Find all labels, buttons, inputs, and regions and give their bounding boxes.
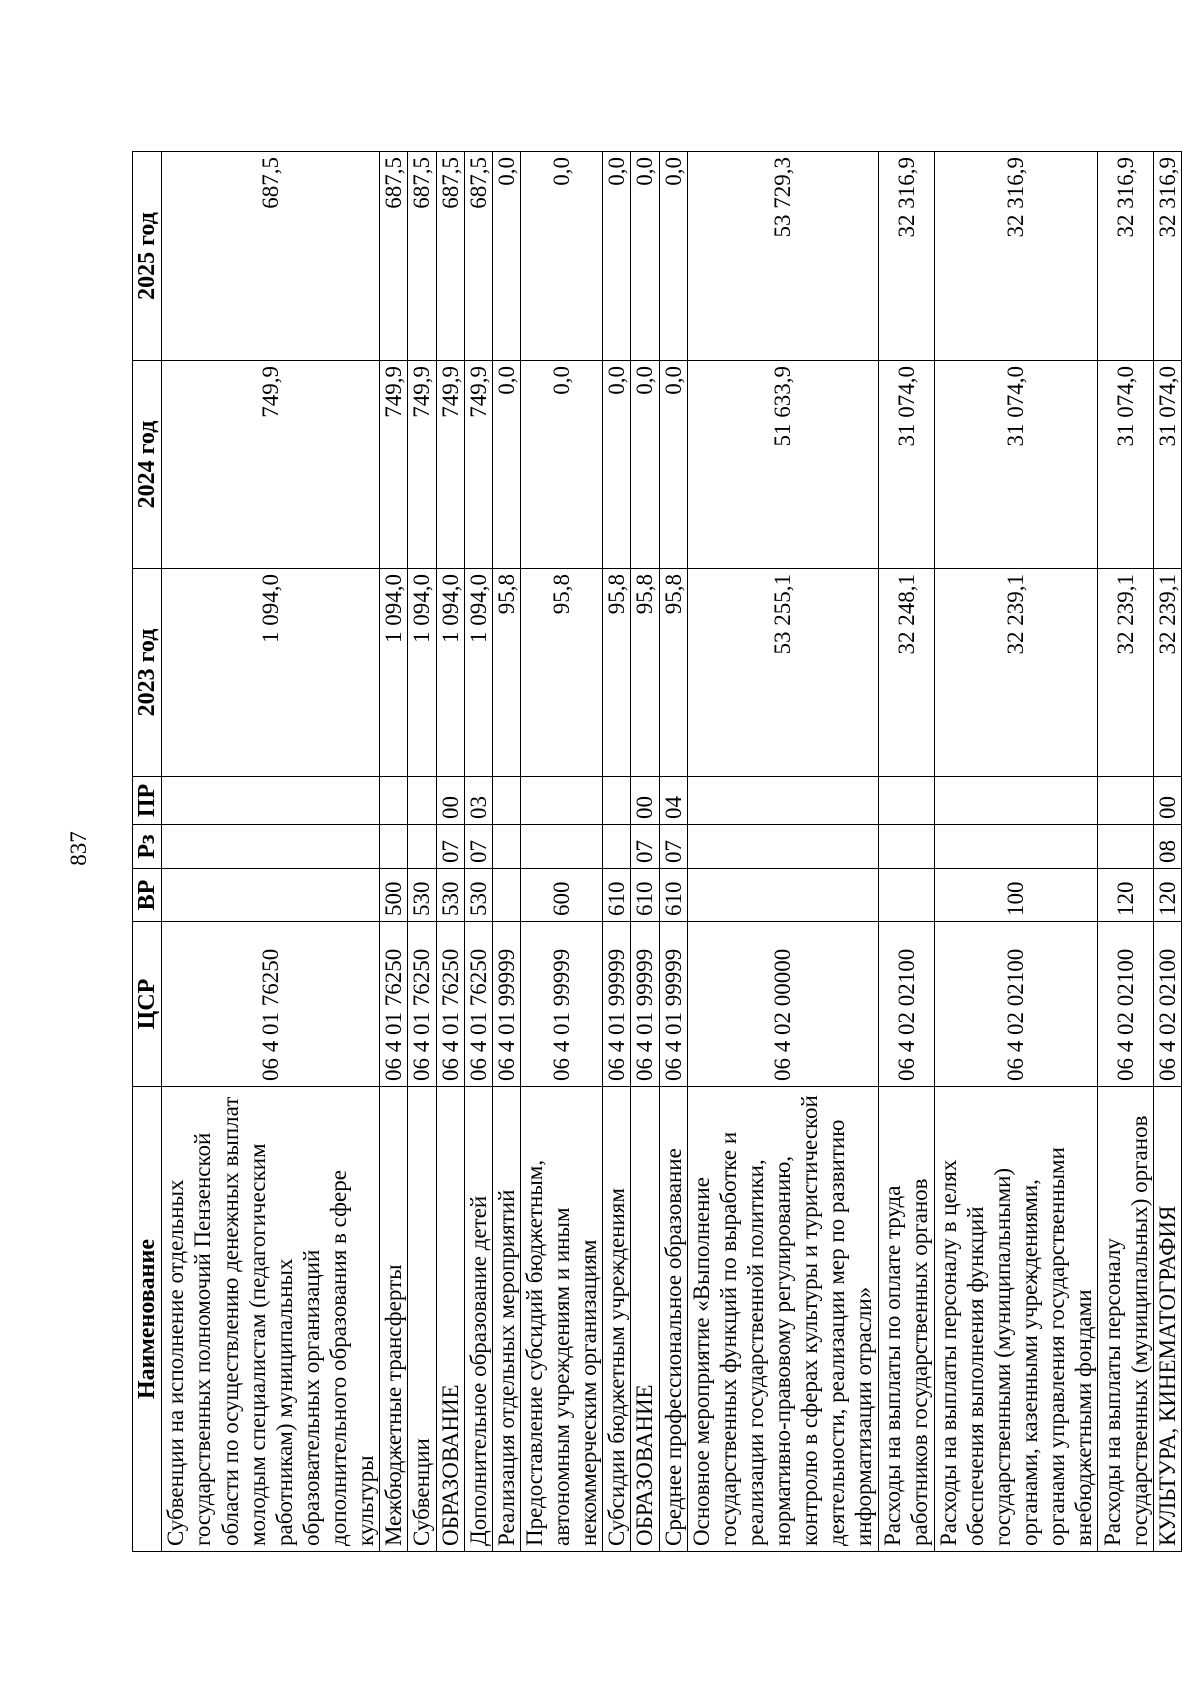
row-value-2023: 53 255,1 [687, 569, 878, 777]
row-pr [408, 777, 436, 825]
table-header-row [133, 152, 162, 1552]
header-rz: Рз [133, 825, 162, 869]
table-row [408, 152, 436, 1552]
row-value-2023: 1 094,0 [408, 569, 436, 777]
row-csr: 06 4 01 99999 [520, 922, 602, 1087]
row-vr: 610 [659, 869, 687, 922]
header-2025: 2025 год [133, 152, 162, 361]
row-vr: 530 [436, 869, 464, 922]
table-row [687, 152, 878, 1552]
row-value-2025: 687,5 [162, 152, 380, 361]
table-row [380, 152, 408, 1552]
row-vr: 600 [520, 869, 602, 922]
row-name: Межбюджетные трансферты [380, 1087, 408, 1552]
row-pr: 00 [436, 777, 464, 825]
row-value-2024: 51 633,9 [687, 361, 878, 569]
row-csr: 06 4 01 99999 [492, 922, 520, 1087]
row-vr: 100 [934, 869, 1098, 922]
row-vr [687, 869, 878, 922]
header-2023: 2023 год [133, 569, 162, 777]
table-row [520, 152, 602, 1552]
row-name: ОБРАЗОВАНИЕ [631, 1087, 659, 1552]
row-pr [380, 777, 408, 825]
row-pr [162, 777, 380, 825]
header-name: Наименование [133, 1087, 162, 1552]
row-name: Предоставление субсидий бюджетным, автономным учреждениям и иным некоммерческим организациям [520, 1087, 602, 1552]
table-row [436, 152, 464, 1552]
row-csr: 06 4 01 76250 [380, 922, 408, 1087]
row-vr: 120 [1098, 869, 1154, 922]
row-csr: 06 4 01 76250 [464, 922, 492, 1087]
row-vr [878, 869, 934, 922]
row-name: Реализация отдельных мероприятий [492, 1087, 520, 1552]
row-rz: 07 [464, 825, 492, 869]
row-pr: 00 [1154, 777, 1182, 825]
row-csr: 06 4 02 02100 [878, 922, 934, 1087]
row-name: Основное мероприятие «Выполнение государственных функций по выработке и реализации государственной политики, нормативно-правовому регулированию, контролю в сферах культуры и туристической деятельности, реализации мер по развитию информатизации отрасли» [687, 1087, 878, 1552]
row-value-2024: 31 074,0 [1098, 361, 1154, 569]
table-row [1098, 152, 1154, 1552]
row-csr: 06 4 01 99999 [659, 922, 687, 1087]
row-rz [1098, 825, 1154, 869]
row-name: Субсидии бюджетным учреждениям [603, 1087, 631, 1552]
row-value-2023: 1 094,0 [380, 569, 408, 777]
row-value-2025: 687,5 [436, 152, 464, 361]
row-value-2025: 687,5 [408, 152, 436, 361]
row-vr: 530 [464, 869, 492, 922]
row-value-2023: 32 248,1 [878, 569, 934, 777]
row-name: Расходы на выплаты персоналу в целях обеспечения выполнения функций государственными (муниципальными) органами, казенными учреждениями, органами управления государственными внебюджетными фондами [934, 1087, 1098, 1552]
row-rz: 07 [631, 825, 659, 869]
row-value-2025: 32 316,9 [1098, 152, 1154, 361]
table-row [603, 152, 631, 1552]
row-pr [492, 777, 520, 825]
row-csr: 06 4 01 99999 [603, 922, 631, 1087]
row-value-2023: 95,8 [631, 569, 659, 777]
row-value-2024: 749,9 [162, 361, 380, 569]
row-vr: 610 [631, 869, 659, 922]
row-value-2025: 32 316,9 [1154, 152, 1182, 361]
row-name: Дополнительное образование детей [464, 1087, 492, 1552]
row-csr: 06 4 01 99999 [631, 922, 659, 1087]
page-number: 837 [66, 831, 91, 866]
row-pr [687, 777, 878, 825]
row-value-2024: 0,0 [659, 361, 687, 569]
row-value-2023: 1 094,0 [162, 569, 380, 777]
row-rz [687, 825, 878, 869]
row-value-2023: 1 094,0 [464, 569, 492, 777]
row-value-2025: 32 316,9 [878, 152, 934, 361]
row-value-2025: 687,5 [464, 152, 492, 361]
row-pr: 03 [464, 777, 492, 825]
row-value-2025: 0,0 [659, 152, 687, 361]
row-value-2023: 95,8 [520, 569, 602, 777]
row-value-2025: 687,5 [380, 152, 408, 361]
header-csr: ЦСР [133, 922, 162, 1087]
row-rz [878, 825, 934, 869]
row-vr [492, 869, 520, 922]
row-name: Среднее профессиональное образование [659, 1087, 687, 1552]
row-value-2024: 0,0 [603, 361, 631, 569]
row-pr: 00 [631, 777, 659, 825]
row-value-2025: 53 729,3 [687, 152, 878, 361]
row-name: Расходы на выплаты по оплате труда работников государственных органов [878, 1087, 934, 1552]
row-rz [520, 825, 602, 869]
table-row [162, 152, 380, 1552]
row-value-2023: 32 239,1 [1098, 569, 1154, 777]
row-pr: 04 [659, 777, 687, 825]
row-vr: 500 [380, 869, 408, 922]
row-value-2024: 31 074,0 [1154, 361, 1182, 569]
row-csr: 06 4 01 76250 [162, 922, 380, 1087]
row-csr: 06 4 02 02100 [934, 922, 1098, 1087]
table-row [492, 152, 520, 1552]
table-row [878, 152, 934, 1552]
row-name: КУЛЬТУРА, КИНЕМАТОГРАФИЯ [1154, 1087, 1182, 1552]
row-pr [1098, 777, 1154, 825]
row-pr [520, 777, 602, 825]
row-pr [603, 777, 631, 825]
row-csr: 06 4 02 02100 [1098, 922, 1154, 1087]
row-name: Субвенции на исполнение отдельных государственных полномочий Пензенской области по осуществлению денежных выплат молодым специалистам (педагогическим работникам) муниципальных образовательных организаций дополнительного образования в сфере культуры [162, 1087, 380, 1552]
row-value-2024: 749,9 [380, 361, 408, 569]
header-2024: 2024 год [133, 361, 162, 569]
row-value-2024: 31 074,0 [878, 361, 934, 569]
row-value-2023: 95,8 [659, 569, 687, 777]
row-value-2024: 31 074,0 [934, 361, 1098, 569]
row-value-2025: 0,0 [492, 152, 520, 361]
table-row [464, 152, 492, 1552]
row-pr [878, 777, 934, 825]
table-row [1154, 152, 1182, 1552]
row-csr: 06 4 02 00000 [687, 922, 878, 1087]
budget-table [132, 151, 1182, 1552]
row-value-2025: 0,0 [631, 152, 659, 361]
row-vr: 120 [1154, 869, 1182, 922]
row-rz: 07 [436, 825, 464, 869]
row-rz: 08 [1154, 825, 1182, 869]
row-csr: 06 4 01 76250 [408, 922, 436, 1087]
row-value-2023: 32 239,1 [1154, 569, 1182, 777]
row-csr: 06 4 02 02100 [1154, 922, 1182, 1087]
row-value-2025: 0,0 [603, 152, 631, 361]
row-rz [603, 825, 631, 869]
row-vr: 530 [408, 869, 436, 922]
row-value-2024: 0,0 [631, 361, 659, 569]
row-value-2024: 0,0 [520, 361, 602, 569]
header-pr: ПР [133, 777, 162, 825]
row-value-2023: 95,8 [492, 569, 520, 777]
row-name: Расходы на выплаты персоналу государственных (муниципальных) органов [1098, 1087, 1154, 1552]
table-row [934, 152, 1098, 1552]
row-value-2023: 1 094,0 [436, 569, 464, 777]
row-rz [934, 825, 1098, 869]
row-value-2023: 32 239,1 [934, 569, 1098, 777]
table-row [631, 152, 659, 1552]
row-value-2023: 95,8 [603, 569, 631, 777]
row-vr: 610 [603, 869, 631, 922]
row-rz [380, 825, 408, 869]
row-value-2024: 749,9 [436, 361, 464, 569]
row-value-2024: 749,9 [408, 361, 436, 569]
row-rz [408, 825, 436, 869]
row-rz [492, 825, 520, 869]
row-csr: 06 4 01 76250 [436, 922, 464, 1087]
row-value-2024: 749,9 [464, 361, 492, 569]
row-value-2025: 32 316,9 [934, 152, 1098, 361]
row-rz [162, 825, 380, 869]
header-vr: ВР [133, 869, 162, 922]
row-value-2024: 0,0 [492, 361, 520, 569]
row-name: ОБРАЗОВАНИЕ [436, 1087, 464, 1552]
row-name: Субвенции [408, 1087, 436, 1552]
table-row [659, 152, 687, 1552]
row-vr [162, 869, 380, 922]
row-value-2025: 0,0 [520, 152, 602, 361]
row-rz: 07 [659, 825, 687, 869]
row-pr [934, 777, 1098, 825]
